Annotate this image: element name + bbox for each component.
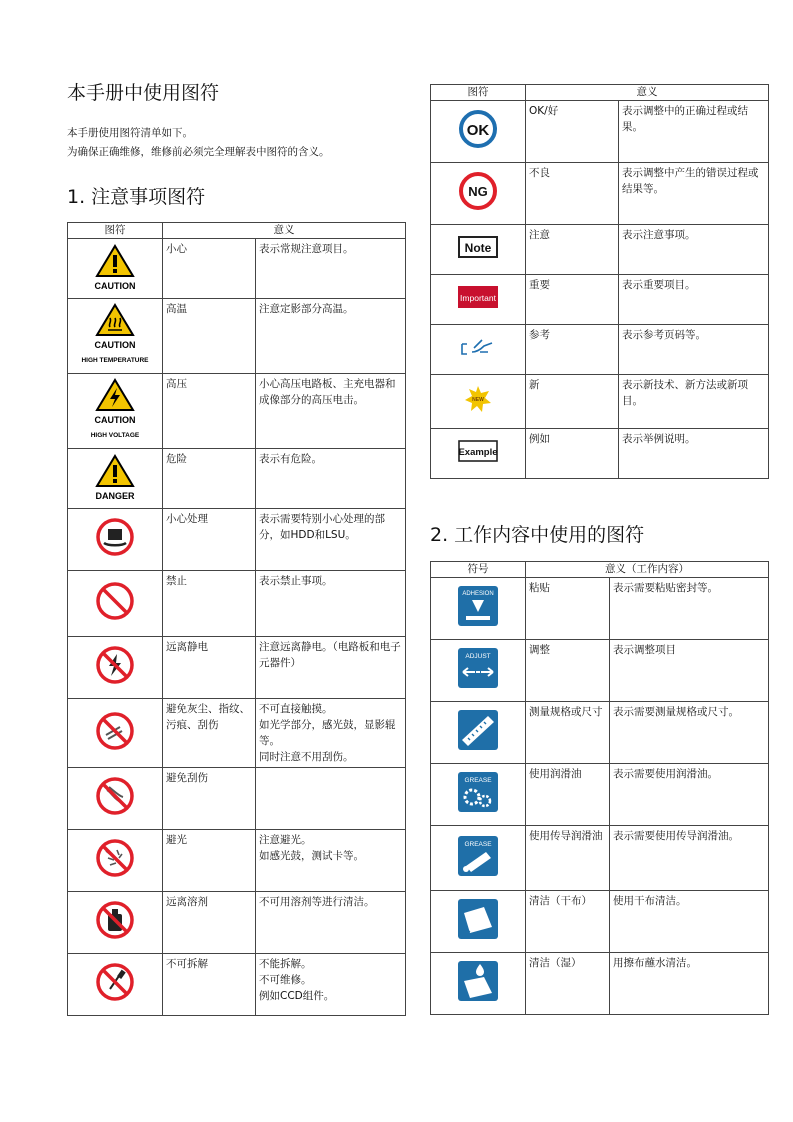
intro-line-2: 为确保正确维修，维修前必须完全理解表中图符的含义。 — [67, 146, 330, 158]
symbol-meaning: 表示调整中的正确过程或结果。 — [619, 101, 769, 163]
symbol-meaning: 不可用溶剂等进行清洁。 — [256, 892, 406, 954]
table-row — [431, 163, 769, 225]
symbol-meaning: 表示禁止事项。 — [256, 571, 406, 637]
table-row — [68, 374, 406, 449]
table-row — [431, 702, 769, 764]
symbol-name: 重要 — [526, 275, 619, 325]
table-row — [68, 699, 406, 768]
symbol-meaning: 不可直接触摸。 如光学部分，感光鼓，显影辊等。 同时注意不用刮伤。 — [256, 699, 406, 768]
table-row — [68, 768, 406, 830]
symbol-name: 不可拆解 — [163, 954, 256, 1016]
table-row — [68, 892, 406, 954]
ng-icon — [458, 171, 498, 211]
table-header-meaning: 意义 — [526, 85, 769, 101]
symbol-name: 高温 — [163, 299, 256, 374]
no-dust-icon — [95, 711, 135, 751]
symbol-name: 使用润滑油 — [526, 764, 610, 826]
symbol-name: 调整 — [526, 640, 610, 702]
symbol-name: 避免刮伤 — [163, 768, 256, 830]
table-row — [68, 509, 406, 571]
icon-label: NEW — [472, 397, 484, 403]
symbol-meaning: 表示参考页码等。 — [619, 325, 769, 375]
symbol-meaning: 表示需要粘贴密封等。 — [610, 578, 769, 640]
table-row — [68, 830, 406, 892]
symbol-meaning: 表示常规注意项目。 — [256, 239, 406, 299]
table-row — [431, 375, 769, 429]
symbol-meaning: 表示重要项目。 — [619, 275, 769, 325]
symbol-meaning: 表示需要测量规格或尺寸。 — [610, 702, 769, 764]
table-header-icon: 图符 — [68, 223, 163, 239]
symbol-meaning: 小心高压电路板、主充电器和成像部分的高压电击。 — [256, 374, 406, 449]
conductive-grease-icon — [458, 836, 498, 876]
symbol-name: 例如 — [526, 429, 619, 479]
table-row — [431, 764, 769, 826]
symbol-name: 新 — [526, 375, 619, 429]
section2-heading: 2. 工作内容中使用的图符 — [430, 524, 645, 546]
symbol-meaning: 注意避光。 如感光鼓，测试卡等。 — [256, 830, 406, 892]
work-symbols-table — [430, 561, 769, 1015]
table-row — [431, 101, 769, 163]
table-row — [431, 275, 769, 325]
icon-label: OK — [466, 122, 490, 139]
icon-label: ADHESION — [462, 591, 494, 597]
symbol-name: 远离溶剂 — [163, 892, 256, 954]
icon-subcaption: HIGH VOLTAGE — [90, 432, 140, 439]
symbol-meaning: 表示需要使用传导润滑油。 — [610, 826, 769, 891]
table-row — [431, 640, 769, 702]
page-title: 本手册中使用图符 — [67, 82, 220, 104]
table-row — [431, 953, 769, 1015]
symbol-meaning: 表示调整中产生的错误过程或结果等。 — [619, 163, 769, 225]
table-row — [68, 299, 406, 374]
symbol-name: 避免灰尘、指纹、污痕、刮伤 — [163, 699, 256, 768]
symbol-meaning — [256, 768, 406, 830]
table-row — [431, 578, 769, 640]
symbol-name: 注意 — [526, 225, 619, 275]
symbol-meaning: 表示注意事项。 — [619, 225, 769, 275]
note-icon — [458, 236, 498, 258]
symbol-name: 避光 — [163, 830, 256, 892]
symbol-name: 禁止 — [163, 571, 256, 637]
icon-label: Important — [460, 293, 496, 303]
icon-label: ADJUST — [465, 653, 491, 660]
handle-with-care-icon — [95, 517, 135, 557]
table-row — [68, 637, 406, 699]
symbol-meaning: 表示需要特别小心处理的部分，如HDD和LSU。 — [256, 509, 406, 571]
adjust-icon — [458, 648, 498, 688]
symbol-name: 粘贴 — [526, 578, 610, 640]
symbol-name: 远离静电 — [163, 637, 256, 699]
icon-label: Note — [464, 241, 492, 255]
no-solvent-icon — [95, 900, 135, 940]
symbol-name: 清洁（干布） — [526, 891, 610, 953]
symbol-meaning: 表示有危险。 — [256, 449, 406, 509]
table-header-meaning: 意义 — [163, 223, 406, 239]
icon-label: GREASE — [464, 777, 492, 784]
caution-symbols-table — [67, 222, 406, 1016]
symbol-name: 清洁（湿） — [526, 953, 610, 1015]
caution-high-voltage-icon — [91, 378, 140, 444]
no-disassembly-icon — [95, 962, 135, 1002]
no-light-icon — [95, 838, 135, 878]
table-row — [431, 826, 769, 891]
icon-subcaption: HIGH TEMPERATURE — [81, 357, 149, 364]
cloth-dry-icon — [458, 899, 498, 939]
section1-heading: 1. 注意事项图符 — [67, 186, 206, 208]
ok-icon — [458, 109, 498, 149]
table-row — [431, 325, 769, 375]
important-icon — [458, 286, 498, 308]
icon-caption: CAUTION — [94, 415, 136, 425]
symbol-meaning: 注意远离静电。（电路板和电子元器件） — [256, 637, 406, 699]
icon-label: GREASE — [464, 840, 492, 848]
symbol-name: 不良 — [526, 163, 619, 225]
icon-caption: CAUTION — [94, 280, 136, 291]
no-scratch-icon — [95, 776, 135, 816]
symbol-meaning: 用擦布蘸水清洁。 — [610, 953, 769, 1015]
icon-label: Example — [458, 447, 498, 458]
cloth-wet-icon — [458, 961, 498, 1001]
measure-icon — [458, 710, 498, 750]
icon-caption: DANGER — [95, 490, 135, 501]
no-static-icon — [95, 645, 135, 685]
table-row — [431, 429, 769, 479]
reference-icon — [460, 336, 496, 358]
symbol-name: 高压 — [163, 374, 256, 449]
caution-high-temperature-icon — [81, 303, 148, 369]
adhesion-icon — [458, 586, 498, 626]
table-row — [431, 225, 769, 275]
symbol-name: 小心处理 — [163, 509, 256, 571]
symbol-meaning: 表示举例说明。 — [619, 429, 769, 479]
example-icon — [458, 440, 498, 462]
symbol-meaning: 表示需要使用润滑油。 — [610, 764, 769, 826]
new-icon — [464, 385, 492, 413]
table-header-meaning: 意义（工作内容） — [526, 562, 769, 578]
table-row — [68, 571, 406, 637]
symbol-name: 测量规格或尺寸 — [526, 702, 610, 764]
symbol-meaning: 表示新技术、新方法或新项目。 — [619, 375, 769, 429]
icon-label: NG — [468, 184, 488, 199]
symbol-name: 危险 — [163, 449, 256, 509]
intro-line-1: 本手册使用图符清单如下。 — [67, 127, 193, 139]
icon-caption: CAUTION — [94, 340, 136, 350]
caution-icon — [95, 244, 136, 294]
symbol-name: 使用传导润滑油 — [526, 826, 610, 891]
general-symbols-table — [430, 84, 769, 479]
table-row — [68, 954, 406, 1016]
symbol-meaning: 使用干布清洁。 — [610, 891, 769, 953]
symbol-name: OK/好 — [526, 101, 619, 163]
table-row — [68, 449, 406, 509]
table-row — [431, 891, 769, 953]
table-header-icon: 符号 — [431, 562, 526, 578]
danger-icon — [95, 454, 135, 504]
table-row — [68, 239, 406, 299]
symbol-meaning: 注意定影部分高温。 — [256, 299, 406, 374]
symbol-name: 参考 — [526, 325, 619, 375]
symbol-name: 小心 — [163, 239, 256, 299]
symbol-meaning: 不能拆解。 不可维修。 例如CCD组件。 — [256, 954, 406, 1016]
intro-text — [67, 124, 330, 162]
prohibited-icon — [95, 581, 135, 621]
symbol-meaning: 表示调整项目 — [610, 640, 769, 702]
grease-icon — [458, 772, 498, 812]
table-header-icon: 图符 — [431, 85, 526, 101]
